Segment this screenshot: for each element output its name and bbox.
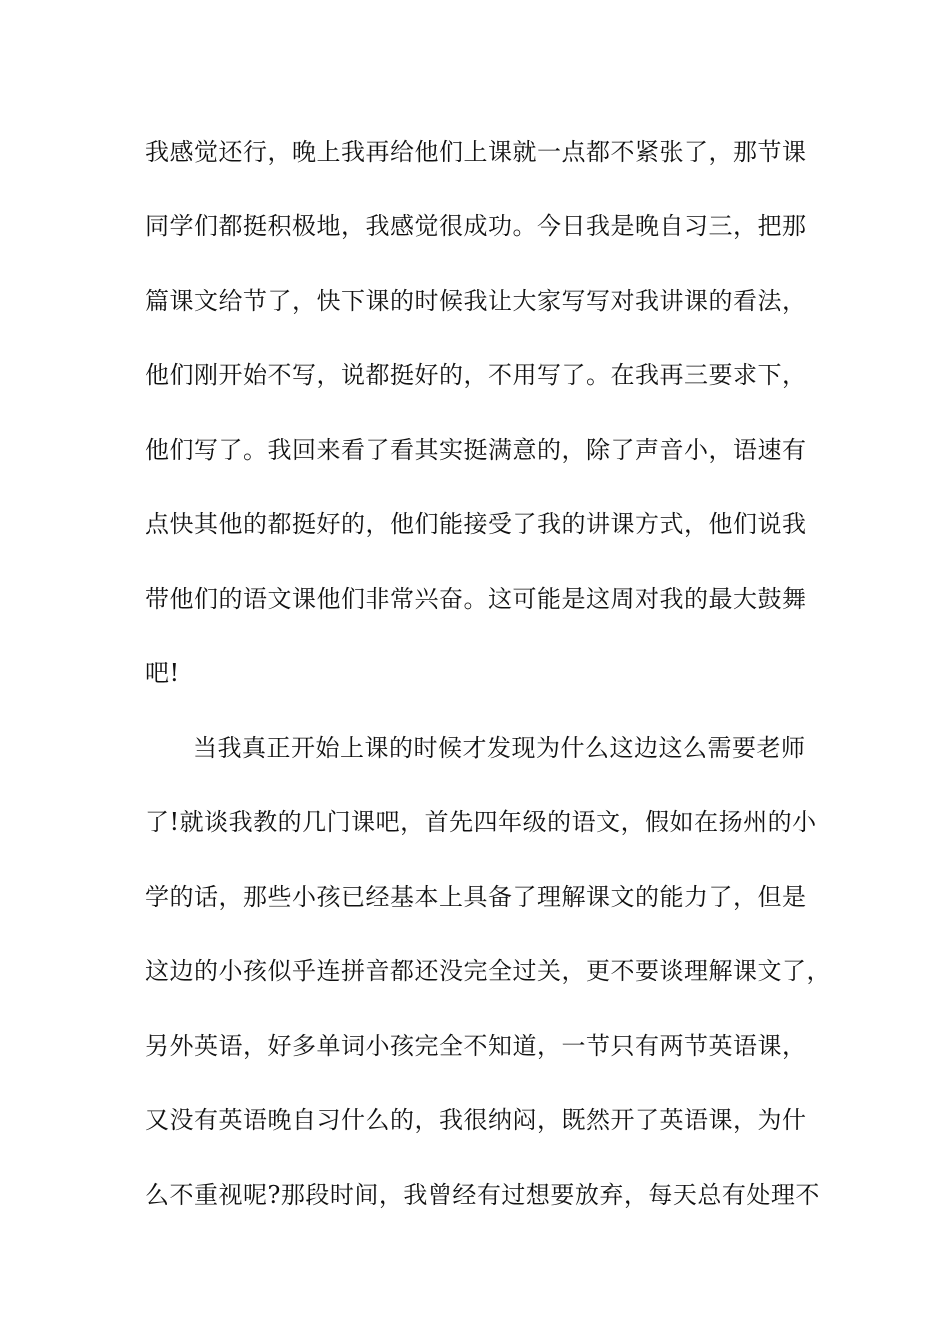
text-line: 他们写了。我回来看了看其实挺满意的，除了声音小，语速有 <box>145 436 807 464</box>
text-line: 他们刚开始不写，说都挺好的，不用写了。在我再三要求下， <box>145 361 807 389</box>
text-line: 我感觉还行，晚上我再给他们上课就一点都不紧张了，那节课 <box>145 138 807 166</box>
text-line: 这边的小孩似乎连拼音都还没完全过关，更不要谈理解课文了， <box>145 957 831 985</box>
text-line: 当我真正开始上课的时候才发现为什么这边这么需要老师 <box>193 734 806 762</box>
text-line: 了!就谈我教的几门课吧，首先四年级的语文，假如在扬州的小 <box>145 808 817 836</box>
text-line: 另外英语，好多单词小孩完全不知道，一节只有两节英语课， <box>145 1032 807 1060</box>
text-line: 点快其他的都挺好的，他们能接受了我的讲课方式，他们说我 <box>145 510 807 538</box>
text-line: 么不重视呢?那段时间，我曾经有过想要放弃，每天总有处理不 <box>145 1181 820 1209</box>
text-line: 学的话，那些小孩已经基本上具备了理解课文的能力了，但是 <box>145 883 807 911</box>
text-line: 带他们的语文课他们非常兴奋。这可能是这周对我的最大鼓舞 <box>145 585 807 613</box>
text-line: 又没有英语晚自习什么的，我很纳闷，既然开了英语课，为什 <box>145 1106 807 1134</box>
text-line: 篇课文给节了，快下课的时候我让大家写写对我讲课的看法， <box>145 287 807 315</box>
text-line: 吧! <box>145 659 180 687</box>
text-line: 同学们都挺积极地，我感觉很成功。今日我是晚自习三，把那 <box>145 212 807 240</box>
